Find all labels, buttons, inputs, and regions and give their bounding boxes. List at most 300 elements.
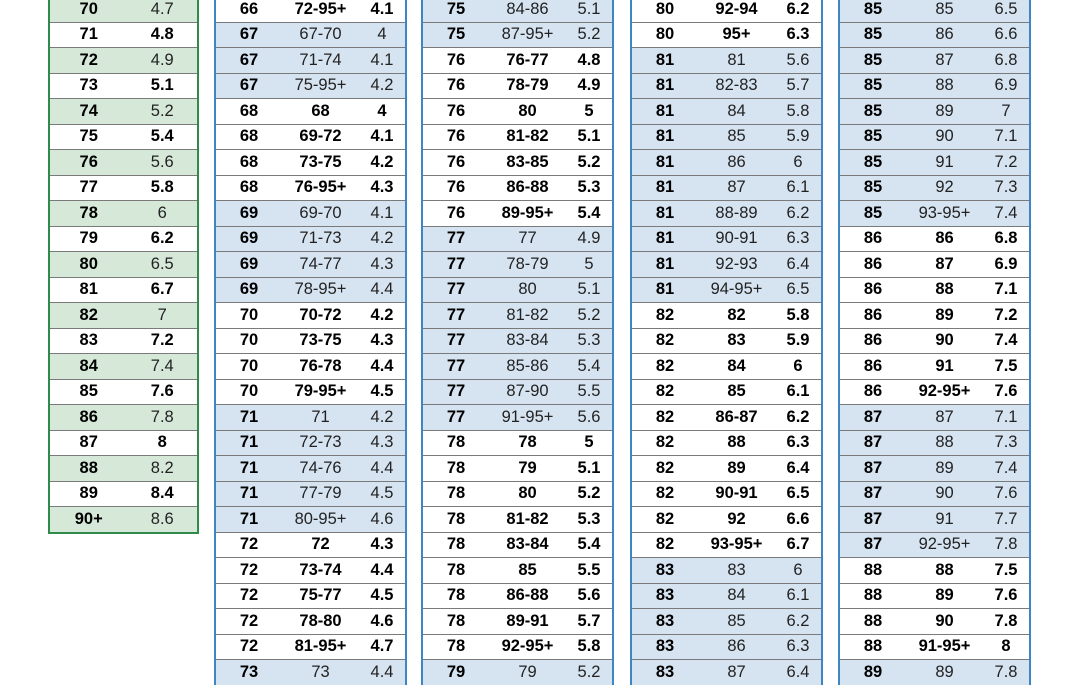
row-range-cell: 76-78 <box>299 356 342 375</box>
row-key-cell: 72 <box>239 560 259 579</box>
table-row <box>216 533 405 559</box>
row-key-cell: 81 <box>655 229 675 248</box>
row-value-cell: 5.2 <box>577 305 601 324</box>
row-range-cell: 81-82 <box>506 127 549 146</box>
row-value-cell: 5.8 <box>150 178 174 197</box>
row-range-cell: 84 <box>727 356 746 375</box>
row-key-cell: 71 <box>239 458 259 477</box>
row-value-cell: 7.8 <box>994 611 1018 630</box>
row-value-cell: 5.9 <box>786 331 810 350</box>
table-row <box>423 278 612 304</box>
row-value-cell: 4.7 <box>370 637 394 656</box>
row-range-cell: 74-77 <box>299 254 342 273</box>
table-row <box>840 150 1029 176</box>
row-value-cell: 4.4 <box>370 662 394 681</box>
table-row <box>423 405 612 431</box>
row-value-cell: 4.4 <box>370 356 394 375</box>
row-range-cell: 71 <box>311 407 330 426</box>
row-value-cell: 5.6 <box>150 152 174 171</box>
row-key-cell: 72 <box>239 586 259 605</box>
row-value-cell: 6.2 <box>786 611 810 630</box>
row-range-cell: 80-95+ <box>294 509 347 528</box>
table-row <box>632 380 821 406</box>
row-key-cell: 85 <box>863 203 883 222</box>
row-range-cell: 82 <box>727 305 746 324</box>
row-range-cell: 83 <box>727 560 746 579</box>
row-key-cell: 69 <box>239 203 259 222</box>
value-table-blue-4 <box>838 0 1031 685</box>
row-key-cell: 82 <box>655 305 675 324</box>
row-value-cell: 6.2 <box>786 0 810 18</box>
table-row <box>632 23 821 49</box>
row-value-cell: 6.4 <box>786 662 810 681</box>
row-key-cell: 75 <box>79 127 98 146</box>
table-row <box>216 0 405 23</box>
row-key-cell: 77 <box>446 254 466 273</box>
table-row <box>216 456 405 482</box>
row-range-cell: 78-79 <box>506 76 549 95</box>
row-range-cell: 85 <box>727 382 746 401</box>
table-row <box>50 482 197 508</box>
row-key-cell: 87 <box>863 484 883 503</box>
table-row <box>216 125 405 151</box>
row-value-cell: 7.1 <box>994 127 1018 146</box>
table-row <box>632 48 821 74</box>
row-range-cell: 85 <box>518 560 537 579</box>
row-value-cell: 4.4 <box>370 560 394 579</box>
table-row <box>50 0 197 23</box>
row-value-cell: 7.8 <box>994 662 1018 681</box>
row-key-cell: 69 <box>239 254 259 273</box>
row-range-cell: 88 <box>935 280 954 299</box>
table-row <box>423 125 612 151</box>
row-range-cell: 79 <box>518 662 537 681</box>
row-range-cell: 92-95+ <box>918 382 971 401</box>
row-value-cell: 7.2 <box>994 152 1018 171</box>
row-value-cell: 5.5 <box>577 560 601 579</box>
row-value-cell: 8 <box>157 433 167 452</box>
row-key-cell: 71 <box>239 509 259 528</box>
row-key-cell: 68 <box>239 101 259 120</box>
row-range-cell: 89 <box>727 458 746 477</box>
table-row <box>632 125 821 151</box>
row-value-cell: 5 <box>584 101 594 120</box>
row-key-cell: 82 <box>655 382 675 401</box>
table-row <box>840 609 1029 635</box>
table-row <box>840 176 1029 202</box>
row-value-cell: 4.8 <box>577 50 601 69</box>
row-range-cell: 92 <box>935 178 954 197</box>
row-range-cell: 78 <box>518 433 537 452</box>
row-range-cell: 89 <box>935 305 954 324</box>
row-value-cell: 7.4 <box>994 458 1018 477</box>
row-key-cell: 77 <box>446 382 466 401</box>
row-range-cell: 89 <box>935 458 954 477</box>
row-key-cell: 84 <box>79 356 98 375</box>
row-key-cell: 85 <box>863 0 883 18</box>
row-value-cell: 6 <box>793 560 803 579</box>
row-key-cell: 81 <box>655 50 675 69</box>
row-value-cell: 6 <box>793 356 803 375</box>
row-key-cell: 80 <box>79 254 98 273</box>
table-row <box>50 329 197 355</box>
row-range-cell: 93-95+ <box>918 203 971 222</box>
row-key-cell: 66 <box>239 0 259 18</box>
row-range-cell: 85 <box>727 127 746 146</box>
row-value-cell: 6.8 <box>994 50 1018 69</box>
table-row <box>632 329 821 355</box>
row-value-cell: 6.5 <box>150 254 174 273</box>
row-key-cell: 78 <box>446 509 466 528</box>
row-key-cell: 78 <box>446 535 466 554</box>
table-row <box>840 533 1029 559</box>
row-key-cell: 69 <box>239 229 259 248</box>
table-row <box>632 201 821 227</box>
row-key-cell: 87 <box>863 509 883 528</box>
table-row <box>50 48 197 74</box>
row-key-cell: 71 <box>239 407 259 426</box>
row-value-cell: 6.3 <box>786 637 810 656</box>
row-key-cell: 87 <box>863 433 883 452</box>
row-range-cell: 87-95+ <box>501 25 554 44</box>
table-row <box>840 252 1029 278</box>
row-range-cell: 78-95+ <box>294 280 347 299</box>
row-value-cell: 6.1 <box>786 178 810 197</box>
row-range-cell: 81 <box>727 50 746 69</box>
table-row <box>423 252 612 278</box>
table-row <box>423 609 612 635</box>
table-row <box>632 660 821 685</box>
row-key-cell: 81 <box>655 101 675 120</box>
row-key-cell: 86 <box>863 305 883 324</box>
row-key-cell: 77 <box>79 178 98 197</box>
row-value-cell: 5.1 <box>577 127 601 146</box>
row-range-cell: 83-84 <box>506 331 549 350</box>
row-value-cell: 6.2 <box>786 203 810 222</box>
table-row <box>840 0 1029 23</box>
row-key-cell: 86 <box>863 382 883 401</box>
row-range-cell: 87 <box>727 662 746 681</box>
row-range-cell: 88 <box>935 433 954 452</box>
row-key-cell: 76 <box>79 152 98 171</box>
row-value-cell: 4.2 <box>370 305 394 324</box>
row-range-cell: 91 <box>935 152 954 171</box>
row-key-cell: 77 <box>446 280 466 299</box>
table-row <box>632 584 821 610</box>
row-value-cell: 6.2 <box>150 229 174 248</box>
table-row <box>216 507 405 533</box>
row-key-cell: 78 <box>446 637 466 656</box>
row-key-cell: 85 <box>863 101 883 120</box>
table-row <box>840 125 1029 151</box>
table-row <box>840 584 1029 610</box>
row-key-cell: 78 <box>446 586 466 605</box>
row-key-cell: 83 <box>79 331 98 350</box>
table-row <box>423 23 612 49</box>
row-value-cell: 5.6 <box>577 586 601 605</box>
row-value-cell: 5.4 <box>577 356 601 375</box>
table-row <box>423 660 612 685</box>
row-range-cell: 90 <box>935 127 954 146</box>
row-value-cell: 8 <box>1001 637 1011 656</box>
row-key-cell: 89 <box>79 484 98 503</box>
row-key-cell: 85 <box>863 152 883 171</box>
row-value-cell: 6.1 <box>786 382 810 401</box>
row-value-cell: 6.4 <box>786 458 810 477</box>
table-row <box>632 431 821 457</box>
row-range-cell: 86-87 <box>715 407 758 426</box>
row-key-cell: 87 <box>79 433 98 452</box>
table-row <box>50 176 197 202</box>
row-range-cell: 86-88 <box>506 178 549 197</box>
row-value-cell: 5.3 <box>577 178 601 197</box>
row-range-cell: 89 <box>935 101 954 120</box>
table-row <box>632 507 821 533</box>
table-row <box>632 635 821 661</box>
row-value-cell: 4.5 <box>370 382 394 401</box>
table-row <box>50 456 197 482</box>
row-range-cell: 72-95+ <box>294 0 347 18</box>
row-value-cell: 5.1 <box>577 280 601 299</box>
value-table-blue-3 <box>630 0 823 685</box>
row-key-cell: 87 <box>863 407 883 426</box>
row-value-cell: 4.4 <box>370 280 394 299</box>
row-value-cell: 7.6 <box>994 484 1018 503</box>
row-range-cell: 77-79 <box>299 484 342 503</box>
row-range-cell: 95+ <box>722 25 751 44</box>
table-row <box>840 380 1029 406</box>
row-value-cell: 5.1 <box>577 458 601 477</box>
row-range-cell: 73-75 <box>299 152 342 171</box>
table-row <box>423 431 612 457</box>
table-row <box>50 380 197 406</box>
row-range-cell: 75-77 <box>299 586 342 605</box>
row-value-cell: 4.3 <box>370 433 394 452</box>
row-value-cell: 4.1 <box>370 127 394 146</box>
row-value-cell: 5.2 <box>150 101 174 120</box>
row-key-cell: 82 <box>655 484 675 503</box>
row-value-cell: 4.1 <box>370 50 394 69</box>
table-row <box>840 23 1029 49</box>
row-key-cell: 78 <box>446 611 466 630</box>
table-row <box>50 99 197 125</box>
row-value-cell: 7.8 <box>150 407 174 426</box>
table-row <box>840 329 1029 355</box>
row-key-cell: 77 <box>446 229 466 248</box>
row-key-cell: 67 <box>239 25 259 44</box>
row-key-cell: 86 <box>863 254 883 273</box>
row-range-cell: 92 <box>727 509 746 528</box>
row-value-cell: 7 <box>157 305 167 324</box>
table-row <box>216 23 405 49</box>
row-key-cell: 76 <box>446 203 466 222</box>
row-key-cell: 82 <box>655 509 675 528</box>
row-value-cell: 5.2 <box>577 662 601 681</box>
table-row <box>216 329 405 355</box>
table-row <box>423 74 612 100</box>
row-range-cell: 90 <box>935 331 954 350</box>
table-row <box>216 405 405 431</box>
table-row <box>216 558 405 584</box>
row-range-cell: 73-74 <box>299 560 342 579</box>
table-row <box>50 201 197 227</box>
row-key-cell: 85 <box>863 50 883 69</box>
table-row <box>423 227 612 253</box>
table-row <box>840 482 1029 508</box>
row-value-cell: 7.6 <box>150 382 174 401</box>
table-row <box>423 482 612 508</box>
row-range-cell: 85 <box>727 611 746 630</box>
row-range-cell: 79 <box>518 458 537 477</box>
row-key-cell: 83 <box>655 611 675 630</box>
table-row <box>216 150 405 176</box>
table-row <box>632 99 821 125</box>
row-key-cell: 79 <box>79 229 98 248</box>
row-key-cell: 83 <box>655 662 675 681</box>
row-value-cell: 7.5 <box>994 560 1018 579</box>
row-key-cell: 78 <box>446 458 466 477</box>
row-range-cell: 90-91 <box>715 229 758 248</box>
table-row <box>840 278 1029 304</box>
row-key-cell: 71 <box>239 484 259 503</box>
row-value-cell: 7.5 <box>994 356 1018 375</box>
table-row <box>423 303 612 329</box>
row-key-cell: 85 <box>79 382 98 401</box>
row-range-cell: 91-95+ <box>918 637 971 656</box>
row-key-cell: 74 <box>79 101 98 120</box>
table-row <box>216 354 405 380</box>
row-key-cell: 72 <box>239 611 259 630</box>
row-value-cell: 8.4 <box>150 484 174 503</box>
row-value-cell: 7.1 <box>994 407 1018 426</box>
row-value-cell: 7.1 <box>994 280 1018 299</box>
table-row <box>632 150 821 176</box>
row-key-cell: 81 <box>655 152 675 171</box>
row-value-cell: 5.2 <box>577 484 601 503</box>
row-range-cell: 69-72 <box>299 127 342 146</box>
row-value-cell: 4 <box>377 25 387 44</box>
row-range-cell: 90 <box>935 484 954 503</box>
row-key-cell: 76 <box>446 178 466 197</box>
row-key-cell: 78 <box>446 433 466 452</box>
table-row <box>216 431 405 457</box>
row-range-cell: 89-95+ <box>501 203 554 222</box>
row-value-cell: 7.4 <box>994 331 1018 350</box>
row-value-cell: 4.4 <box>370 458 394 477</box>
row-value-cell: 5.5 <box>577 382 601 401</box>
row-key-cell: 71 <box>239 433 259 452</box>
row-key-cell: 85 <box>863 127 883 146</box>
row-range-cell: 84 <box>727 101 746 120</box>
table-row <box>423 99 612 125</box>
table-row <box>50 507 197 532</box>
row-key-cell: 82 <box>655 407 675 426</box>
row-key-cell: 86 <box>863 331 883 350</box>
row-value-cell: 4.1 <box>370 0 394 18</box>
row-key-cell: 85 <box>863 178 883 197</box>
row-range-cell: 67-70 <box>299 25 342 44</box>
row-range-cell: 73 <box>311 662 330 681</box>
row-value-cell: 4.6 <box>370 611 394 630</box>
row-key-cell: 86 <box>79 407 98 426</box>
table-row <box>423 558 612 584</box>
row-range-cell: 87 <box>935 254 954 273</box>
row-range-cell: 73-75 <box>299 331 342 350</box>
row-value-cell: 7.2 <box>994 305 1018 324</box>
row-key-cell: 76 <box>446 76 466 95</box>
row-range-cell: 68 <box>311 101 330 120</box>
row-range-cell: 90 <box>935 611 954 630</box>
row-value-cell: 5.2 <box>577 25 601 44</box>
row-range-cell: 87 <box>935 50 954 69</box>
row-key-cell: 76 <box>446 101 466 120</box>
row-key-cell: 75 <box>446 0 466 18</box>
row-key-cell: 76 <box>446 127 466 146</box>
row-key-cell: 86 <box>863 229 883 248</box>
row-range-cell: 86-88 <box>506 586 549 605</box>
row-value-cell: 5.4 <box>577 535 601 554</box>
row-key-cell: 78 <box>79 203 98 222</box>
table-row <box>50 303 197 329</box>
row-key-cell: 72 <box>239 535 259 554</box>
row-key-cell: 67 <box>239 76 259 95</box>
table-row <box>632 482 821 508</box>
row-value-cell: 6 <box>157 203 167 222</box>
table-row <box>632 227 821 253</box>
row-value-cell: 6 <box>793 152 803 171</box>
row-key-cell: 82 <box>79 305 98 324</box>
row-key-cell: 81 <box>655 280 675 299</box>
table-row <box>632 533 821 559</box>
row-value-cell: 4.2 <box>370 152 394 171</box>
row-range-cell: 75-95+ <box>294 76 347 95</box>
row-value-cell: 7.3 <box>994 433 1018 452</box>
row-value-cell: 5.8 <box>577 637 601 656</box>
row-key-cell: 70 <box>239 382 259 401</box>
table-row <box>840 99 1029 125</box>
table-row <box>50 23 197 49</box>
row-key-cell: 70 <box>79 0 98 18</box>
row-range-cell: 92-93 <box>715 254 758 273</box>
row-value-cell: 4.3 <box>370 178 394 197</box>
row-key-cell: 88 <box>863 611 883 630</box>
row-value-cell: 6.5 <box>994 0 1018 18</box>
row-value-cell: 5.1 <box>577 0 601 18</box>
row-range-cell: 85-86 <box>506 356 549 375</box>
row-key-cell: 85 <box>863 76 883 95</box>
row-key-cell: 72 <box>239 637 259 656</box>
row-range-cell: 92-95+ <box>501 637 554 656</box>
row-range-cell: 91-95+ <box>501 407 554 426</box>
row-value-cell: 5 <box>584 254 594 273</box>
row-key-cell: 76 <box>446 50 466 69</box>
row-range-cell: 87 <box>727 178 746 197</box>
table-row <box>216 201 405 227</box>
table-row <box>216 380 405 406</box>
row-value-cell: 5.9 <box>786 127 810 146</box>
table-row <box>632 303 821 329</box>
row-key-cell: 88 <box>863 637 883 656</box>
row-value-cell: 7.4 <box>150 356 174 375</box>
row-key-cell: 82 <box>655 535 675 554</box>
row-key-cell: 75 <box>446 25 466 44</box>
table-row <box>50 278 197 304</box>
row-value-cell: 6.6 <box>994 25 1018 44</box>
row-key-cell: 83 <box>655 637 675 656</box>
row-range-cell: 83-84 <box>506 535 549 554</box>
table-row <box>632 609 821 635</box>
row-key-cell: 80 <box>655 0 675 18</box>
